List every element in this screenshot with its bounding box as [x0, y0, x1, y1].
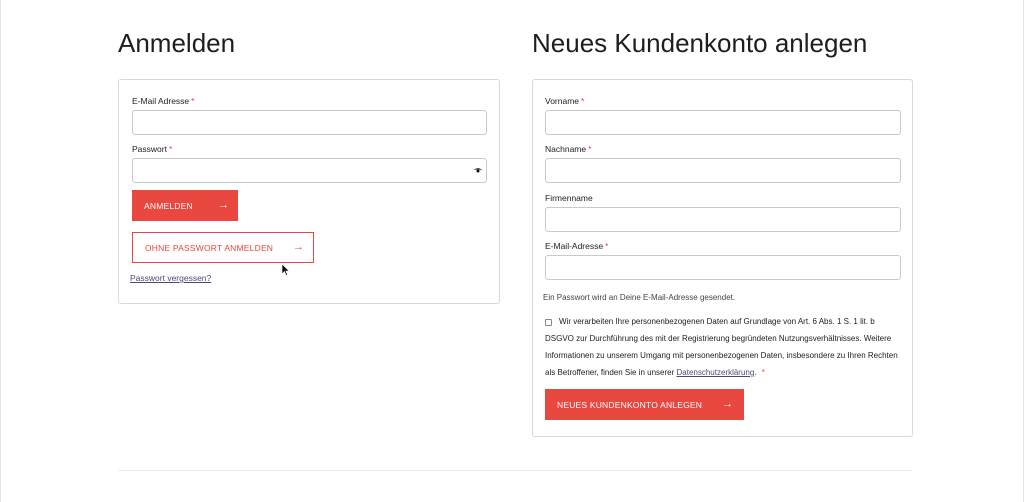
eye-icon[interactable]	[473, 167, 483, 174]
passwordless-login-button[interactable]	[132, 232, 314, 263]
company-input[interactable]	[545, 207, 901, 232]
arrow-right-icon: →	[722, 398, 734, 410]
login-submit-label: ANMELDEN	[144, 200, 193, 211]
password-label	[132, 145, 172, 154]
passwordless-login-label: OHNE PASSWORT ANMELDEN	[145, 242, 274, 253]
company-label: Firmenname	[545, 193, 593, 203]
email-label	[132, 97, 194, 106]
lastname-label	[545, 145, 591, 154]
required-mark: *	[588, 144, 592, 154]
login-password-input[interactable]	[132, 158, 487, 183]
privacy-policy-link[interactable]: Datenschutzerklärung	[676, 368, 755, 377]
password-label-text: Passwort	[132, 144, 167, 154]
arrow-right-icon: →	[293, 241, 305, 253]
consent-end: .	[754, 368, 757, 377]
login-form	[118, 79, 500, 304]
firstname-input[interactable]	[545, 110, 901, 135]
forgot-password-link[interactable]: Passwort vergessen?	[130, 273, 212, 283]
login-email-input[interactable]	[132, 110, 487, 135]
firstname-label-text: Vorname	[545, 96, 580, 106]
lastname-input[interactable]	[545, 158, 901, 183]
required-mark: *	[761, 368, 765, 377]
register-email-label	[545, 242, 608, 251]
login-title: Anmelden	[118, 28, 236, 58]
consent-text	[545, 313, 905, 381]
page-edge-left	[0, 0, 1, 502]
lastname-label-text: Nachname	[545, 144, 587, 154]
mouse-cursor-icon	[282, 264, 290, 276]
password-hint: Ein Passwort wird an Deine E-Mail-Adresse gesendet.	[543, 293, 736, 302]
register-email-input[interactable]	[545, 255, 901, 280]
register-title: Neues Kundenkonto anlegen	[532, 28, 868, 58]
register-email-label-text: E-Mail-Adresse	[545, 241, 604, 251]
register-form	[532, 79, 913, 437]
consent-body: Wir verarbeiten Ihre personenbezogenen Daten auf Grundlage von Art. 6 Abs. 1 S. 1 lit. b DSGVO zur Durchführung des mit der Registrierung begründeten Nutzungsverhältnisses. Weitere Informationen zu unserem Umgang mit personenbezogenen Daten, insbesondere zu Ihren Rechten als Betroffener, finden Sie in unserer	[545, 317, 898, 377]
required-mark: *	[191, 96, 195, 106]
register-submit-label: NEUES KUNDENKONTO ANLEGEN	[557, 399, 703, 410]
email-label-text: E-Mail Adresse	[132, 96, 190, 106]
register-submit-button[interactable]	[545, 389, 744, 420]
required-mark: *	[168, 144, 173, 154]
required-mark: *	[581, 96, 585, 106]
required-mark: *	[605, 241, 609, 251]
login-submit-button[interactable]	[132, 190, 238, 221]
firstname-label	[545, 97, 584, 106]
footer-divider	[118, 470, 913, 471]
arrow-right-icon: →	[218, 199, 230, 211]
